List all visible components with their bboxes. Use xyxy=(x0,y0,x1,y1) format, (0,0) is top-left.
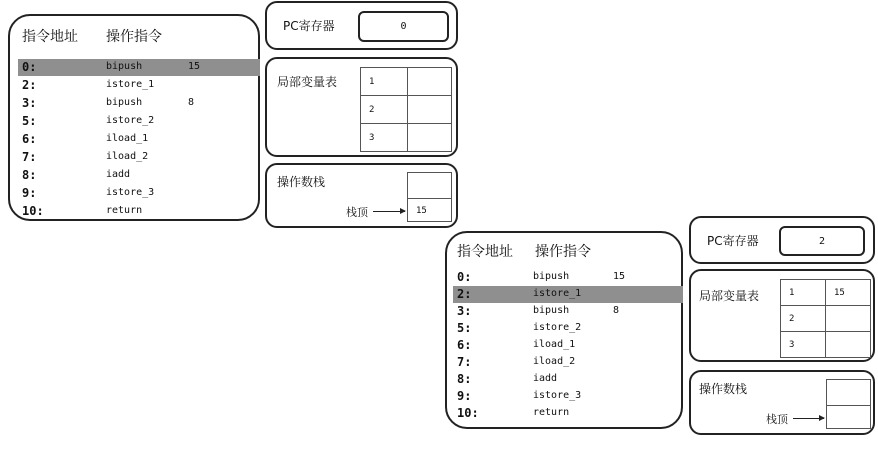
instruction-address: 3: xyxy=(22,96,37,110)
instruction-opcode: return xyxy=(106,205,143,216)
instruction-row xyxy=(453,269,683,286)
instruction-address: 10: xyxy=(457,406,479,420)
stack-slot-0 xyxy=(827,380,870,405)
local-vars-table xyxy=(780,279,871,358)
left-pc-register-panel xyxy=(265,1,458,50)
instruction-row xyxy=(18,203,260,220)
left-operand-stack-panel xyxy=(265,163,458,228)
instruction-opcode: istore_1 xyxy=(106,79,155,90)
instruction-operand: 15 xyxy=(188,61,201,72)
right-pc-register-panel xyxy=(689,216,875,264)
local-var-index: 1 xyxy=(361,68,408,96)
local-var-index: 2 xyxy=(361,96,408,124)
left-instruction-panel xyxy=(8,14,260,221)
instruction-row xyxy=(453,337,683,354)
operand-stack xyxy=(407,172,452,222)
instruction-opcode: iload_2 xyxy=(533,356,576,367)
instruction-operand: 8 xyxy=(613,305,620,316)
instruction-address: 6: xyxy=(457,338,472,352)
instruction-opcode: istore_2 xyxy=(106,115,155,126)
left-local-vars-panel xyxy=(265,57,458,157)
pc-register-label: PC寄存器 xyxy=(707,234,759,248)
instruction-address: 2: xyxy=(457,287,472,301)
instruction-header: 操作指令 xyxy=(106,29,162,45)
instruction-row xyxy=(18,59,260,76)
instruction-row xyxy=(453,388,683,405)
stack-top-arrow xyxy=(373,211,405,212)
operand-stack xyxy=(826,379,871,429)
stack-slot-1 xyxy=(827,405,870,430)
instruction-row xyxy=(18,167,260,184)
instruction-row xyxy=(453,371,683,388)
instruction-address: 6: xyxy=(22,132,37,146)
right-operand-stack-panel xyxy=(689,370,875,435)
local-var-value xyxy=(826,306,871,332)
local-var-value xyxy=(408,124,452,152)
instruction-opcode: bipush xyxy=(106,97,143,108)
local-var-index: 1 xyxy=(781,280,826,306)
address-header: 指令地址 xyxy=(22,29,78,45)
instruction-address: 2: xyxy=(22,78,37,92)
instruction-opcode: iadd xyxy=(106,169,131,180)
instruction-opcode: iload_2 xyxy=(106,151,149,162)
instruction-row xyxy=(18,149,260,166)
local-var-row xyxy=(781,332,871,358)
local-var-row xyxy=(361,96,452,124)
instruction-row xyxy=(453,286,683,303)
instruction-address: 8: xyxy=(457,372,472,386)
instruction-opcode: istore_3 xyxy=(533,390,582,401)
stack-top-label: 栈顶 xyxy=(766,413,788,426)
instruction-row xyxy=(18,77,260,94)
local-var-value xyxy=(408,96,452,124)
instruction-list xyxy=(447,233,681,427)
instruction-address: 0: xyxy=(457,270,472,284)
right-local-vars-panel xyxy=(689,269,875,362)
instruction-opcode: bipush xyxy=(106,61,143,72)
local-var-row xyxy=(361,124,452,152)
pc-register-value: 2 xyxy=(779,226,865,256)
instruction-opcode: bipush xyxy=(533,271,570,282)
pc-register-value: 0 xyxy=(358,11,449,42)
instruction-opcode: iload_1 xyxy=(533,339,576,350)
instruction-list xyxy=(10,16,258,219)
local-var-value xyxy=(826,332,871,358)
instruction-row xyxy=(453,320,683,337)
instruction-header: 操作指令 xyxy=(535,244,591,260)
instruction-address: 7: xyxy=(22,150,37,164)
local-var-index: 2 xyxy=(781,306,826,332)
instruction-address: 3: xyxy=(457,304,472,318)
instruction-address: 5: xyxy=(457,321,472,335)
instruction-row xyxy=(18,113,260,130)
instruction-operand: 8 xyxy=(188,97,195,108)
instruction-opcode: istore_3 xyxy=(106,187,155,198)
local-var-row xyxy=(781,280,871,306)
instruction-address: 9: xyxy=(457,389,472,403)
stack-slot-0 xyxy=(408,173,451,198)
instruction-address: 7: xyxy=(457,355,472,369)
instruction-opcode: bipush xyxy=(533,305,570,316)
local-var-index: 3 xyxy=(361,124,408,152)
address-header: 指令地址 xyxy=(457,244,513,260)
instruction-address: 8: xyxy=(22,168,37,182)
instruction-opcode: return xyxy=(533,407,570,418)
instruction-address: 5: xyxy=(22,114,37,128)
instruction-address: 10: xyxy=(22,204,44,218)
instruction-opcode: iload_1 xyxy=(106,133,149,144)
instruction-row xyxy=(18,185,260,202)
pc-register-label: PC寄存器 xyxy=(283,19,335,33)
instruction-address: 0: xyxy=(22,60,37,74)
local-var-value: 15 xyxy=(826,280,871,306)
instruction-address: 9: xyxy=(22,186,37,200)
instruction-row xyxy=(18,131,260,148)
local-vars-table xyxy=(360,67,452,152)
local-var-row xyxy=(781,306,871,332)
instruction-opcode: istore_1 xyxy=(533,288,582,299)
instruction-row xyxy=(18,95,260,112)
local-vars-label: 局部变量表 xyxy=(277,75,338,89)
instruction-row xyxy=(453,303,683,320)
stack-slot-1: 15 xyxy=(416,205,427,216)
local-var-row xyxy=(361,68,452,96)
instruction-operand: 15 xyxy=(613,271,626,282)
operand-stack-label: 操作数栈 xyxy=(277,175,326,189)
instruction-opcode: iadd xyxy=(533,373,558,384)
stack-top-arrow xyxy=(793,418,824,419)
instruction-opcode: istore_2 xyxy=(533,322,582,333)
local-vars-label: 局部变量表 xyxy=(699,289,760,303)
operand-stack-label: 操作数栈 xyxy=(699,382,748,396)
instruction-row xyxy=(453,405,683,422)
local-var-value xyxy=(408,68,452,96)
right-instruction-panel xyxy=(445,231,683,429)
stack-top-label: 栈顶 xyxy=(346,206,368,219)
instruction-row xyxy=(453,354,683,371)
local-var-index: 3 xyxy=(781,332,826,358)
